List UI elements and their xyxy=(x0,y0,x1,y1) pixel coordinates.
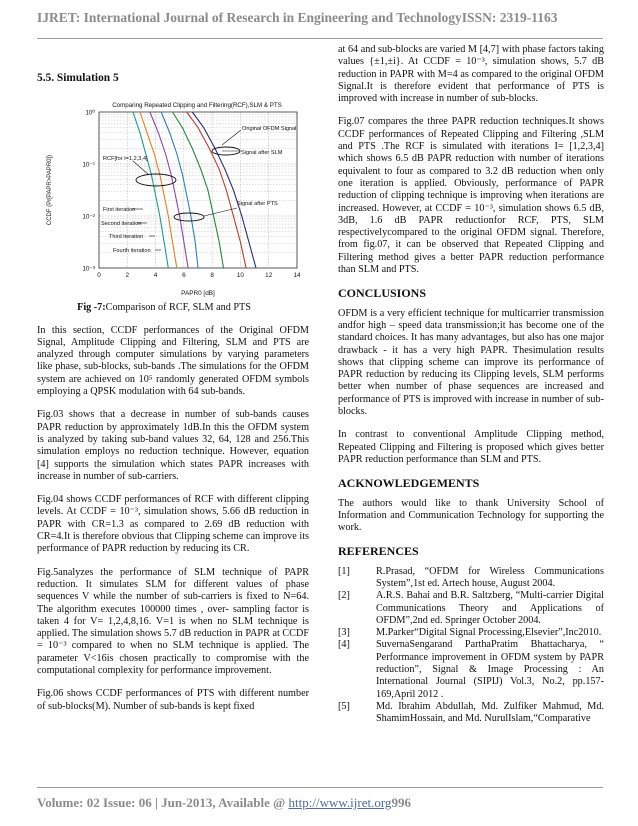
chart-x-label: PAPR0 [dB] xyxy=(181,290,215,298)
conclusions-heading: CONCLUSIONS xyxy=(338,286,427,301)
paragraph: Fig.04 shows CCDF performances of RCF with different clipping levels. At CCDF = 10⁻³, simulation shows, 5.66 dB reduction in PAPR with CR=1.3 as compared to 2.69 dB reduction with CR=4.It is therefore obvious that Clipping scheme can improve its performance of PAPR reduction by reducing its CR. xyxy=(37,494,309,555)
left-column xyxy=(37,72,309,724)
y-tick-label: 10⁻³ xyxy=(82,265,95,273)
annotation-iter3: Third iteration xyxy=(109,234,144,241)
reference-item xyxy=(338,627,604,639)
annotation-slm: Signal after SLM xyxy=(241,150,283,157)
annotation-iter1: First iteration xyxy=(103,207,136,214)
y-tick-label: 10⁻¹ xyxy=(82,161,95,169)
x-tick-label: 10 xyxy=(236,272,244,280)
paragraph: Fig.06 shows CCDF performances of PTS with different number of sub-blocks(M). Number of sub-bands is kept fixed xyxy=(37,688,309,712)
reference-number: [4] xyxy=(338,639,350,651)
paragraph: The authors would like to thank University School of Information and Communication Technology for supporting the work. xyxy=(338,497,604,534)
x-tick-label: 6 xyxy=(182,272,186,280)
x-tick-label: 12 xyxy=(265,272,273,280)
reference-item xyxy=(338,701,604,726)
section-title: 5.5. Simulation 5 xyxy=(37,72,119,84)
paragraph: In this section, CCDF performances of the Original OFDM Signal, Amplitude Clipping and Filtering, SLM and PTS are analyzed through computer simulations by varying parameters like phase, sub-blocks, sub-bands .The simulations for the OFDM system are achieved on 10⁵ randomly generated OFDM symbols employing a QPSK modulation with 64 sub-bands. xyxy=(37,324,309,398)
figure-caption xyxy=(37,302,309,314)
paragraph: Fig.07 compares the three PAPR reduction techniques.It shows CCDF performances of Repeated Clipping and Filtering ,SLM and PTS .The RCF is simulated with iterations I= [1,2,3,4] which shows 6.5 dB PAPR reduction with number of iterations equivalent to four as compared to 3.2 dB reduction when only one iteration is applied. Obviously, performance of PAPR reduction of clipping technique is improving when iterations are increased. However, at CCDF = 10⁻³, simulation shows 6.5 dB, 3dB, 1.6 dB PAPR reductionfor RCF, PTS, SLM respectivelycompared to the original OFDM signal. Therefore, from fig.07, it can be observed that Repeated Clipping and Filtering method gives a better PAPR reduction performance than SLM and PTS. xyxy=(338,116,604,276)
paragraph: In contrast to conventional Amplitude Clipping method, Repeated Clipping and Filtering is proposed which gives better PAPR reduction performance than SLM and PTS. xyxy=(338,429,604,465)
paragraph: at 64 and sub-blocks are varied M [4,7] with phase factors taking values {±1,±i}. At CCDF = 10⁻³, simulation shows, 5.7 dB reduction in PAPR with M=4 as compared to the original OFDM Signal.It is therefore evident that performance of PTS is improved with increase in number of sub-blocks. xyxy=(338,44,604,105)
y-tick-label: 10⁰ xyxy=(85,109,95,117)
x-tick-label: 8 xyxy=(210,272,214,280)
paragraph: Fig.5analyzes the performance of SLM technique of PAPR reduction. It simulates SLM for different values of phase sequences V while the number of sub-carriers is fixed to N=64. The algorithm executes 100000 times , over- sampling factor is taken 4 for V= 1,2,4,8,16. V=1 is when no SLM technique is applied. The simulation shows 5.7 dB reduction in PAPR at CCDF = 10⁻³ compared to when no SLM technique is applied. The parameter V<16is chosen practically to compromise with the computational complexity for performance improvement. xyxy=(37,566,309,677)
annotation-iter4: Fourth iteration xyxy=(113,248,151,255)
reference-list xyxy=(338,566,604,726)
x-tick-label: 14 xyxy=(293,272,301,280)
reference-text: A.R.S. Bahai and B.R. Saltzberg, “Multi-carrier Digital Communications Theory and Applications of OFDM”,2nd ed. Springer October 2004. xyxy=(376,590,604,626)
page-number: 996 xyxy=(391,795,411,810)
reference-text: Md. Ibrahim Abdullah, Md. Zulfiker Mahmud, Md. ShamimHossain, and Md. NurulIslam,“Comparative xyxy=(376,700,604,725)
reference-item xyxy=(338,590,604,627)
footer-text: Volume: 02 Issue: 06 | Jun-2013, Available @ xyxy=(37,795,289,810)
page-footer xyxy=(37,795,603,811)
y-tick-label: 10⁻² xyxy=(82,213,95,221)
header-divider xyxy=(37,38,603,39)
journal-link[interactable]: http://www.ijret.org xyxy=(288,795,392,810)
x-tick-label: 2 xyxy=(125,272,130,280)
figure-7 xyxy=(37,90,309,298)
paragraph: OFDM is a very efficient technique for multicarrier transmission andfor high – speed data transmission;it has become one of the standard choices. It has many advantages, but also has one major drawback - it has a very high PAPR. Thesimulation results shows that clipping scheme can improve its performance of PAPR reduction by reducing its Clipping levels, SLM performs better when number of phase sequences are increased and performance of PTS is improved with increase in number of sub-blocks. xyxy=(338,307,604,418)
reference-number: [3] xyxy=(338,627,350,639)
chart-y-label: CCDF (Pr[PAPR>PAPR0]) xyxy=(47,155,53,226)
references-heading: REFERENCES xyxy=(338,544,419,559)
journal-header: IJRET: International Journal of Research in Engineering and TechnologyISSN: 2319-1163 xyxy=(37,10,558,25)
reference-text: M.Parker“Digital Signal Processing,Elsevier”,Inc2010. xyxy=(376,627,602,639)
reference-number: [2] xyxy=(338,590,350,602)
annotation-pts: Signal after PTS xyxy=(237,201,278,208)
chart-title: Comparing Repeated Clipping and Filtering(RCF),SLM & PTS xyxy=(112,102,282,110)
paragraph: Fig.03 shows that a decrease in number of sub-bands causes PAPR reduction by approximately 1dB.In this the OFDM system is analyzed by taking sub-band values 32, 64, 128 and 256.This simulation employs no reduction technique. However, equation [4] supports the simulation which states PAPR increases with increase in number of sub-carriers. xyxy=(37,409,309,482)
reference-number: [5] xyxy=(338,700,350,712)
reference-item xyxy=(338,566,604,591)
footer-divider xyxy=(37,787,603,788)
annotation-original: Original OFDM Signal xyxy=(242,126,297,133)
x-tick-label: 4 xyxy=(153,272,158,280)
reference-number: [1] xyxy=(338,565,350,577)
annotation-rcf: RCF[for I=1,2,3,4] xyxy=(103,156,148,163)
reference-text: R.Prasad, “OFDM for Wireless Communications System”,1st ed. Artech house, August 2004. xyxy=(376,565,604,589)
figure-caption-label: Fig -7: xyxy=(77,302,106,314)
x-tick-label: 0 xyxy=(97,272,101,280)
reference-text: SuvernaSengarand ParthaPratim Bhattacharya, “ Performance improvement in OFDM system by PAPR reduction”, Signal & Image Processing : An International Journal (SIPIJ) Vol.3, No.2, pp.157-169,April 2012 . xyxy=(376,639,604,700)
figure-caption-text: Comparison of RCF, SLM and PTS xyxy=(105,302,251,314)
reference-item xyxy=(338,639,604,700)
acknowledgements-heading: ACKNOWLEDGEMENTS xyxy=(338,476,480,491)
annotation-iter2: Second iteration xyxy=(101,221,142,228)
right-column xyxy=(338,44,604,726)
ccdf-chart xyxy=(37,90,309,298)
